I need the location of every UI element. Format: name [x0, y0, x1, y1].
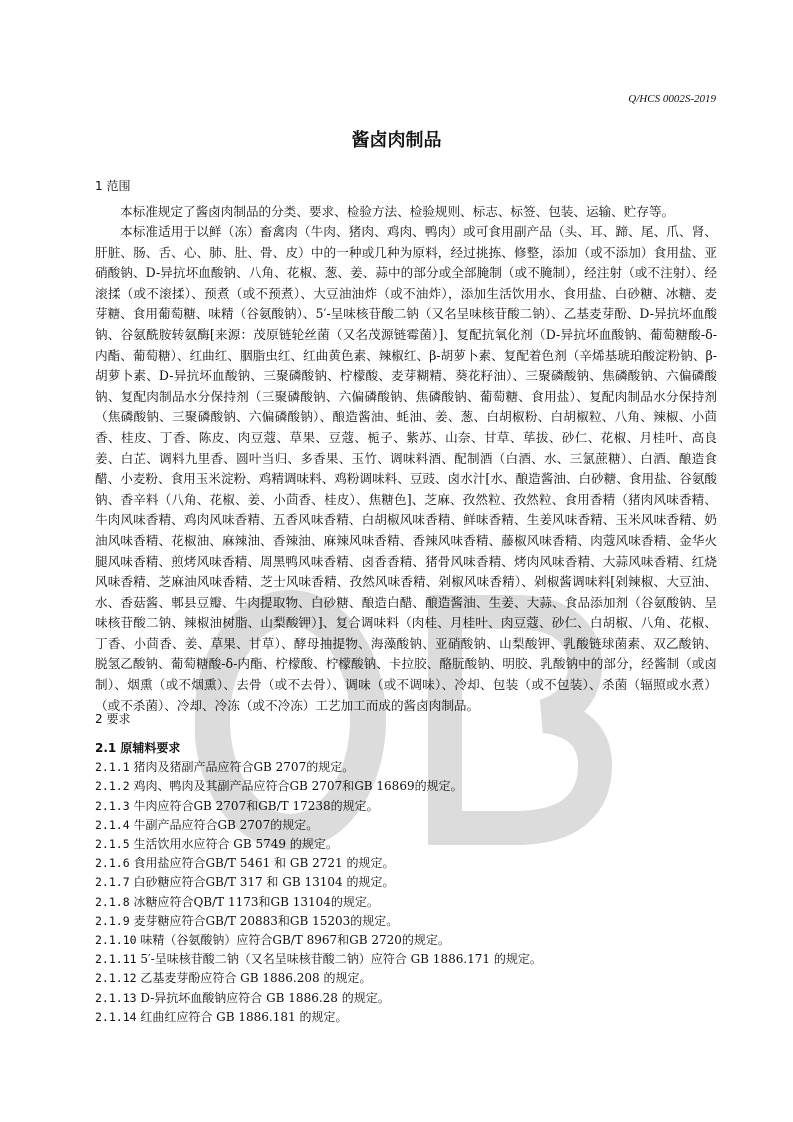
requirement-item — [95, 873, 725, 892]
document-code: Q/HCS 0002S-2019 — [628, 93, 716, 105]
requirement-text: 5′-呈味核苷酸二钠（又名呈味核苷酸二钠）应符合 GB 1886.171 的规定。 — [136, 952, 542, 967]
requirement-item — [95, 816, 725, 835]
requirement-number: 2.1.9 — [95, 913, 130, 928]
requirement-number: 2.1.12 — [95, 971, 137, 986]
requirement-number: 2.1.11 — [95, 952, 137, 967]
requirement-number: 2.1.13 — [95, 990, 137, 1005]
section-heading-requirements: 2 要求 — [95, 712, 131, 726]
requirement-item — [95, 950, 725, 969]
requirement-text: 鸡肉、鸭肉及其副产品应符合GB 2707和GB 16869的规定。 — [129, 779, 463, 794]
subsection-heading-raw-materials: 2.1 原辅料要求 — [95, 741, 181, 755]
requirement-item — [95, 835, 725, 854]
requirement-item — [95, 854, 725, 873]
requirement-number: 2.1.8 — [95, 894, 130, 909]
requirement-number: 2.1.3 — [95, 798, 130, 813]
scope-paragraph-1: 本标准规定了酱卤肉制品的分类、要求、检验方法、检验规则、标志、标签、包装、运输、贮存等。 — [120, 204, 675, 219]
section-heading-scope: 1 范围 — [95, 179, 131, 193]
requirement-number: 2.1.1 — [95, 760, 130, 775]
page-title: 酱卤肉制品 — [351, 130, 442, 151]
requirement-number: 2.1.10 — [95, 933, 137, 948]
requirement-text: 食用盐应符合GB/T 5461 和 GB 2721 的规定。 — [129, 856, 395, 871]
requirement-item — [95, 797, 725, 816]
requirement-text: 猪肉及猪副产品应符合GB 2707的规定。 — [129, 760, 355, 775]
requirement-item — [95, 912, 725, 931]
requirement-item — [95, 931, 725, 950]
requirement-number: 2.1.5 — [95, 837, 130, 852]
requirement-item — [95, 989, 725, 1008]
requirement-number: 2.1.14 — [95, 1009, 137, 1024]
requirement-item — [95, 969, 725, 988]
requirement-text: 生活饮用水应符合 GB 5749 的规定。 — [129, 837, 338, 852]
requirement-text: 麦芽糖应符合GB/T 20883和GB 15203的规定。 — [129, 913, 399, 928]
requirement-text: 味精（谷氨酸钠）应符合GB/T 8967和GB 2720的规定。 — [136, 933, 450, 948]
requirement-text: 白砂糖应符合GB/T 317 和 GB 13104 的规定。 — [129, 875, 395, 890]
requirement-text: 牛肉应符合GB 2707和GB/T 17238的规定。 — [129, 798, 379, 813]
requirement-text: 乙基麦芽酚应符合 GB 1886.208 的规定。 — [136, 971, 372, 986]
requirement-text: 牛副产品应符合GB 2707的规定。 — [129, 817, 319, 832]
requirement-item — [95, 1008, 725, 1027]
scope-paragraph-2: 本标准适用于以鲜（冻）畜禽肉（牛肉、猪肉、鸡肉、鸭肉）或可食用副产品（头、耳、蹄、尾、爪、肾、肝脏、肠、舌、心、肺、肚、骨、皮）中的一种或几种为原料，经过挑拣、修整，添加（或不添加）食用盐、亚硝酸钠、D-异抗坏血酸钠、八角、花椒、葱、姜、蒜中的部分或全部腌制（或不腌制），经注射（或不注射）、经滚揉（或不滚揉）、预煮（或不预煮）、大豆油油炸（或不油炸），添加生活饮用水、食用盐、白砂糖、冰糖、麦芽糖、食用葡萄糖、味精（谷氨酸钠）、5′-呈味核苷酸二钠（又名呈味核苷酸二钠）、乙基麦芽酚、D-异抗坏血酸钠、谷氨酰胺转氨酶[来源：茂原链轮丝菌（又名茂源链霉菌）]、复配抗氧化剂（D-异抗坏血酸钠、葡萄糖酸-δ-内酯、葡萄糖）、红曲红、胭脂虫红、红曲黄色素、辣椒红、β-胡萝卜素、复配着色剂（辛烯基琥珀酸淀粉钠、β-胡萝卜素、D-异抗坏血酸钠、三聚磷酸钠、柠檬酸、麦芽糊精、葵花籽油）、三聚磷酸钠、焦磷酸钠、六偏磷酸钠、复配肉制品水分保持剂（三聚磷酸钠、六偏磷酸钠、焦磷酸钠、葡萄糖、食用盐）、复配肉制品水分保持剂（焦磷酸钠、三聚磷酸钠、六偏磷酸钠）、酿造酱油、蚝油、姜、葱、白胡椒粉、白胡椒粒、八角、辣椒、小茴香、桂皮、丁香、陈皮、肉豆蔻、草果、豆蔻、栀子、紫苏、山奈、甘草、荜拔、砂仁、花椒、月桂叶、高良姜、白芷、调料九里香、圆叶当归、多香果、玉竹、调味料酒、配制酒（白酒、水、三氯蔗糖）、白酒、酿造食醋、小麦粉、食用玉米淀粉、鸡精调味料、鸡粉调味料、豆豉、卤水汁[水、酿造酱油、白砂糖、食用盐、谷氨酸钠、香辛料（八角、花椒、姜、小茴香、桂皮）、焦糖色]、芝麻、孜然粒、孜然粒、食用香精（猪肉风味香精、牛肉风味香精、鸡肉风味香精、五香风味香精、白胡椒风味香精、鲜味香精、生姜风味香精、玉米风味香精、奶油风味香精、花椒油、麻辣油、香辣油、麻辣风味香精、香辣风味香精、藤椒风味香精、肉蔻风味香精、金华火腿风味香精、煎烤风味香精、周黑鸭风味香精、卤香香精、猪骨风味香精、烤肉风味香精、大蒜风味香精、红烧风味香精、芝麻油风味香精、芝士风味香精、孜然风味香精、剁椒风味香精）、剁椒酱调味料[剁辣椒、大豆油、水、香菇酱、郫县豆瓣、牛肉提取物、白砂糖、酿造白醋、酿造酱油、生姜、大蒜、食品添加剂（谷氨酸钠、呈味核苷酸二钠、辣椒油树脂、山梨酸钾）]、复合调味料（肉桂、月桂叶、肉豆蔻、砂仁、白胡椒、八角、花椒、丁香、小茴香、姜、草果、甘草）、酵母抽提物、海藻酸钠、亚硝酸钠、山梨酸钾、乳酸链球菌素、双乙酸钠、脱氢乙酸钠、葡萄糖酸-δ-内酯、柠檬酸、柠檬酸钠、卡拉胶、酪朊酸钠、明胶、乳酸钠中的部分，经酱制（或卤制）、烟熏（或不烟熏）、去骨（或不去骨）、调味（或不调味）、冷却、包装（或不包装）、杀菌（辐照或水煮）（或不杀菌）、冷却、冷冻（或不冷冻）工艺加工而成的酱卤肉制品。 — [95, 224, 718, 713]
requirement-number: 2.1.7 — [95, 875, 130, 890]
requirement-number: 2.1.4 — [95, 817, 130, 832]
requirement-text: D-异抗坏血酸钠应符合 GB 1886.28 的规定。 — [136, 990, 390, 1005]
requirement-item — [95, 777, 725, 796]
requirements-list — [95, 739, 725, 1027]
requirement-number: 2.1.6 — [95, 856, 130, 871]
requirement-item — [95, 893, 725, 912]
requirement-item — [95, 758, 725, 777]
requirement-text: 红曲红应符合 GB 1886.181 的规定。 — [136, 1009, 348, 1024]
requirement-number: 2.1.2 — [95, 779, 130, 794]
requirement-text: 冰糖应符合QB/T 1173和GB 13104的规定。 — [129, 894, 379, 909]
